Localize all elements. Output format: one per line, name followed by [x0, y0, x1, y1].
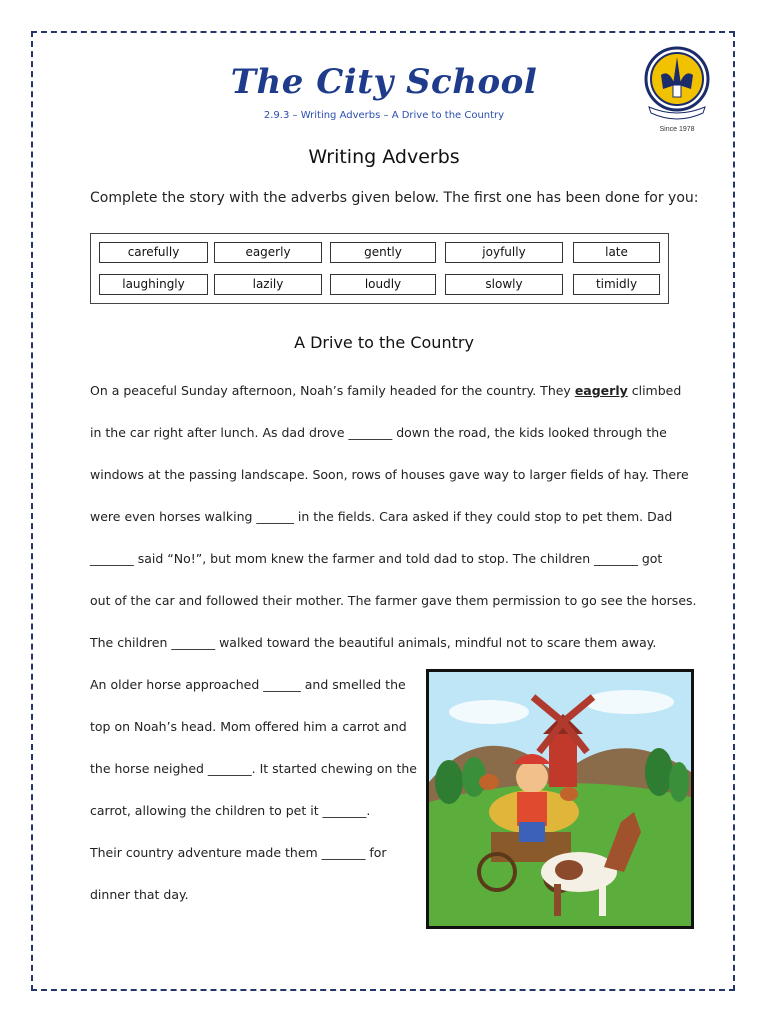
word-bank-item: eagerly — [214, 242, 322, 263]
story-line-1 — [90, 383, 681, 398]
word-bank — [90, 233, 669, 304]
story-line-8: An older horse approached ______ and smelled the — [90, 677, 406, 692]
word-bank-item: laughingly — [99, 274, 208, 295]
story-line-5: _______ said “No!”, but mom knew the farmer and told dad to stop. The children _______ got — [90, 551, 663, 566]
story-title: A Drive to the Country — [294, 333, 474, 352]
school-title: The City School — [230, 62, 538, 102]
story-text: On a peaceful Sunday afternoon, Noah’s family headed for the country. They — [90, 383, 575, 398]
school-logo — [643, 45, 711, 135]
word-bank-item: lazily — [214, 274, 322, 295]
story-text: climbed — [627, 383, 682, 398]
story-line-7: The children _______ walked toward the beautiful animals, mindful not to scare them away. — [90, 635, 657, 650]
word-bank-item: late — [573, 242, 660, 263]
story-line-3: windows at the passing landscape. Soon, rows of houses gave way to larger fields of hay. There — [90, 467, 689, 482]
word-bank-item: gently — [330, 242, 436, 263]
story-line-10: the horse neighed _______. It started chewing on the — [90, 761, 417, 776]
word-bank-item: joyfully — [445, 242, 563, 263]
farm-illustration — [426, 669, 694, 929]
word-bank-item: loudly — [330, 274, 436, 295]
word-bank-item: timidly — [573, 274, 660, 295]
story-line-2: in the car right after lunch. As dad drove _______ down the road, the kids looked through the — [90, 425, 667, 440]
word-bank-item: slowly — [445, 274, 563, 295]
story-line-4: were even horses walking ______ in the fields. Cara asked if they could stop to pet them. Dad — [90, 509, 673, 524]
story-line-12: Their country adventure made them _______ for — [90, 845, 387, 860]
worksheet-subtitle: 2.9.3 – Writing Adverbs – A Drive to the Country — [263, 110, 505, 121]
story-line-11: carrot, allowing the children to pet it _______. — [90, 803, 371, 818]
story-line-9: top on Noah’s head. Mom offered him a carrot and — [90, 719, 407, 734]
page-heading: Writing Adverbs — [308, 146, 460, 168]
instruction-text: Complete the story with the adverbs given below. The first one has been done for you: — [90, 190, 699, 206]
word-bank-item: carefully — [99, 242, 208, 263]
story-line-6: out of the car and followed their mother. The farmer gave them permission to go see the horses. — [90, 593, 697, 608]
logo-since-text: Since 1978 — [659, 126, 695, 133]
story-line-13: dinner that day. — [90, 887, 189, 902]
example-answer: eagerly — [574, 383, 628, 398]
